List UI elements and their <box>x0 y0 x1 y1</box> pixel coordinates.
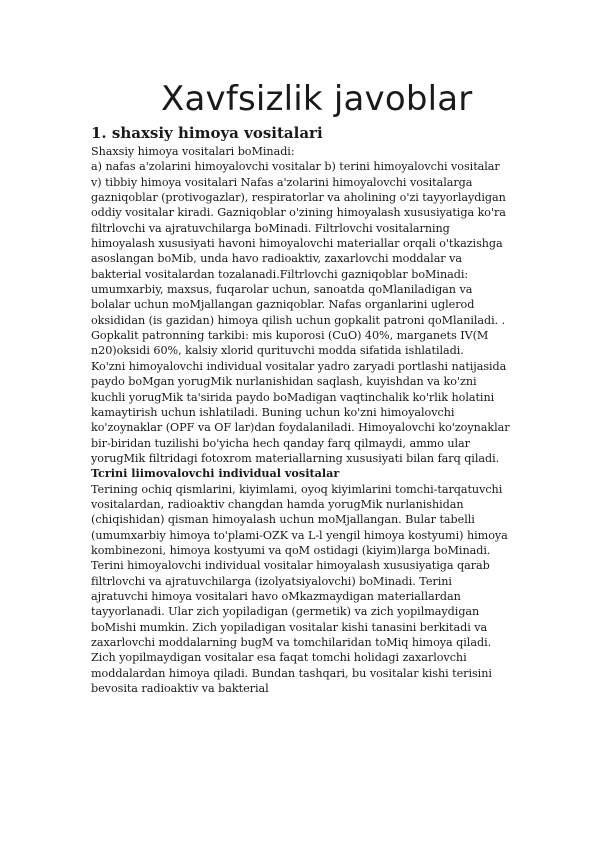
section-heading: 1. shaxsiy himoya vositalari <box>91 124 323 142</box>
paragraph-intro: Shaxsiy himoya vositalari boMinadi: <box>91 145 295 158</box>
sub-heading-skin-protection: Tcrini liimovalovchi individual vositalar <box>91 466 340 481</box>
paragraph-skin-protection: Terining ochiq qismlarini, kiyimlami, oyoq kiyimlarini tomchi-tarqatuvchi vositalardan, radioaktiv changdan hamda yorugMik nurlanishidan (chiqishidan) qisman himoyalash uchun moMjallangan. Bular tabelli (umumxarbiy himoya to'plami-OZK va L-l yengil himoya kostyumi) himoya kombinezoni, himoya kostyumi va qoM ostidagi (kiyim)larga boMinadi. Terini himoyalovchi individual vositalar himoyalash xususiyatiga qarab filtrlovchi va ajratuvchilarga (izolyatsiyalovchi) boMinadi. Terini ajratuvchi himoya vositalari havo oMkazmaydigan materiallardan tayyorlanadi. Ular zich yopiladigan (germetik) va zich yopilmaydigan boMishi mumkin. Zich yopiladigan vositalar kishi tanasini berkitadi va zaxarlovchi moddalarning bugM va tomchilaridan toMiq himoya qiladi. Zich yopilmaydigan vositalar esa faqat tomchi holidagi zaxarlovchi moddalardan himoya qiladi. Bundan tashqari, bu vositalar kishi terisini bevosita radioaktiv va bakterial <box>91 482 508 696</box>
document-title: Xavfsizlik javoblar <box>161 79 473 119</box>
document-page <box>91 78 511 696</box>
paragraph-eye-protection: Ko'zni himoyalovchi individual vositalar yadro zaryadi portlashi natijasida paydo boMgan yorugMik nurlanishidan saqlash, kuyishdan va ko'zni kuchli yorugMik ta'sirida paydo boMadigan vaqtinchalik ko'rlik holatini kamaytirish uchun ishlatiladi. Buning uchun ko'zni himoyalovchi ko'zoynaklar (OPF va OF lar)dan foydalaniladi. Himoyalovchi ko'zoynaklar bir-biridan tuzilishi bo'yicha hech qanday farq qilmaydi, ammo ular yorugMik filtridagi fotoxrom materiallarning xususiyati bilan farq qiladi. <box>91 359 510 465</box>
paragraph-respiratory-protection: a) nafas a'zolarini himoyalovchi vositalar b) terini himoyalovchi vositalar v) tibbiy himoya vositalari Nafas a'zolarini himoyalovchi vositalarga gazniqoblar (protivogazlar), respiratorlar va aholining o'zi tayyorlaydigan oddiy vositalar kiradi. Gazniqoblar o'zining himoyalash xususiyatiga ko'ra filtrlovchi va ajratuvchilarga boMinadi. Filtrlovchi vositalarning himoyalash xususiyati havoni himoyalovchi materiallar orqali o'tkazishga asoslangan boMib, unda havo radioaktiv, zaxarlovchi moddalar va bakterial vositalardan tozalanadi.Filtrlovchi gazniqoblar boMinadi: umumxarbiy, maxsus, fuqarolar uchun, sanoatda qoMlaniladigan va bolalar uchun moMjallangan gazniqoblar. Nafas organlarini uglerod oksididan (is gazidan) himoya qilish uchun gopkalit patroni qoMlaniladi. . Gopkalit patronning tarkibi: mis kuporosi (CuO) 40%, marganets IV(M n20)oksidi 60%, kalsiy xlorid qurituvchi modda sifatida ishlatiladi. <box>91 160 506 358</box>
